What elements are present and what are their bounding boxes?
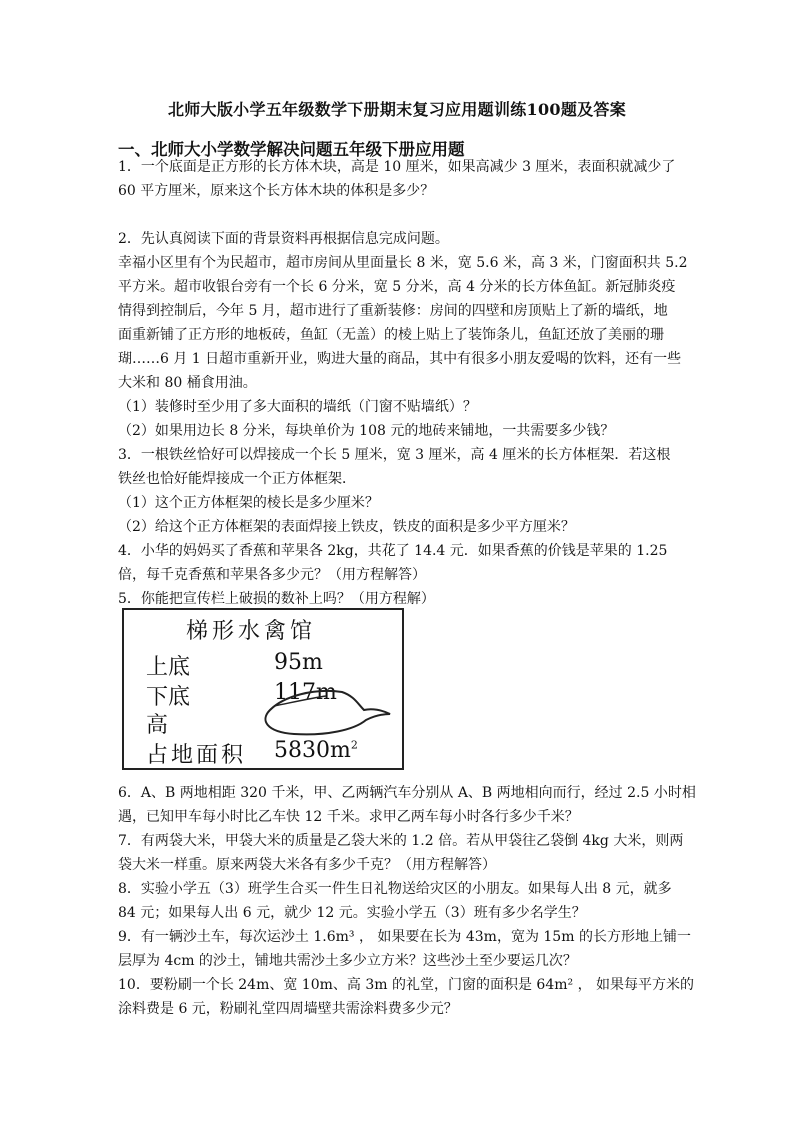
problem-8-line-1: 8．实验小学五（3）班学生合买一件生日礼物送给灾区的小朋友。如果每人出 8 元，就多	[118, 881, 672, 897]
problem-2-line-1: 2．先认真阅读下面的背景资料再根据信息完成问题。	[118, 231, 449, 247]
problem-5-line-1: 5．你能把宣传栏上破损的数补上吗？（用方程解）	[118, 591, 435, 607]
bulletin-board-figure	[122, 608, 404, 770]
figure-label-area: 占地面积	[146, 743, 247, 768]
problem-1-line-1: 1．一个底面是正方形的长方体木块，高是 10 厘米，如果高减少 3 厘米，表面积就减少了	[118, 159, 676, 175]
figure-value-area: $5830m^2$	[274, 738, 358, 763]
figure-label-top-base: 上底	[146, 655, 191, 680]
problem-3-question-2: （2）给这个正方体框架的表面焊接上铁皮，铁皮的面积是多少平方厘米？	[118, 519, 575, 535]
problem-3-line-1: 3．一根铁丝恰好可以焊接成一个长 5 厘米，宽 3 厘米，高 4 厘米的长方体框架．若这根	[118, 447, 671, 463]
figure-value-top-base: 95m	[274, 650, 323, 675]
problem-10-line-2: 涂料费是 6 元，粉刷礼堂四周墙壁共需涂料费多少元？	[118, 1001, 458, 1017]
problem-7-line-1: 7．有两袋大米，甲袋大米的质量是乙袋大米的 1.2 倍。若从甲袋往乙袋倒 4kg 大米，则两	[118, 833, 684, 849]
torn-damage-icon	[254, 684, 394, 742]
problem-4-line-2: 倍，每千克香蕉和苹果各多少元？（用方程解答）	[118, 567, 426, 583]
problem-1-line-2: 60 平方厘米，原来这个长方体木块的体积是多少？	[118, 183, 435, 199]
problem-3-question-1: （1）这个正方体框架的棱长是多少厘米？	[118, 495, 379, 511]
page-title: 北师大版小学五年级数学下册期末复习应用题训练100题及答案	[167, 100, 627, 119]
figure-label-height: 高	[146, 713, 169, 738]
problem-2-line-7: 大米和 80 桶食用油。	[118, 375, 257, 391]
problem-3-line-2: 铁丝也恰好能焊接成一个正方体框架．	[118, 471, 356, 487]
problem-10-line-1: 10．要粉刷一个长 24m、宽 10m、高 3m 的礼堂，门窗的面积是 64m² ， 如果每平方米的	[118, 977, 695, 993]
problem-9-line-2: 层厚为 4cm 的沙土，铺地共需沙土多少立方米？这些沙土至少要运几次？	[118, 953, 577, 969]
figure-value-bottom-base: 117m	[274, 680, 337, 705]
problem-2-question-1: （1）装修时至少用了多大面积的墙纸（门窗不贴墙纸）？	[118, 399, 477, 415]
problem-2-question-2: （2）如果用边长 8 分米，每块单价为 108 元的地砖来铺地，一共需要多少钱？	[118, 423, 615, 439]
problem-2-line-5: 面重新铺了正方形的地板砖，鱼缸（无盖）的棱上贴上了装饰条儿，鱼缸还放了美丽的珊	[118, 327, 664, 343]
section-heading: 一、北师大小学数学解决问题五年级下册应用题	[118, 140, 465, 159]
problem-8-line-2: 84 元；如果每人出 6 元，就少 12 元。实验小学五（3）班有多少名学生？	[118, 905, 586, 921]
problem-2-line-3: 平方米。超市收银台旁有一个长 6 分米，宽 5 分米，高 4 分米的长方体鱼缸。新冠肺炎疫	[118, 279, 676, 295]
problem-2-line-4: 情得到控制后，今年 5 月，超市进行了重新装修：房间的四壁和房顶贴上了新的墙纸，地	[118, 303, 668, 319]
problem-6-line-2: 遇，已知甲车每小时比乙车快 12 千米。求甲乙两车每小时各行多少千米？	[118, 809, 579, 825]
figure-area-exponent: 2	[350, 738, 358, 752]
problem-2-line-6: 瑚……6 月 1 日超市重新开业，购进大量的商品，其中有很多小朋友爱喝的饮料，还有一些	[118, 351, 682, 367]
problem-9-line-1: 9．有一辆沙土车，每次运沙土 1.6m³ ， 如果要在长为 43m，宽为 15m 的长方形地上铺一	[118, 929, 691, 945]
problem-2-line-2: 幸福小区里有个为民超市，超市房间从里面量长 8 米，宽 5.6 米，高 3 米，门窗面积共 5.2	[118, 255, 688, 271]
problem-4-line-1: 4．小华的妈妈买了香蕉和苹果各 2kg，共花了 14.4 元．如果香蕉的价钱是苹果的 1.25	[118, 543, 668, 559]
figure-label-bottom-base: 下底	[146, 685, 191, 710]
figure-heading: 梯形水禽馆	[186, 619, 317, 644]
problem-6-line-1: 6．A、B 两地相距 320 千米，甲、乙两辆汽车分别从 A、B 两地相向而行，经过 2.5 小时相	[118, 785, 696, 801]
problem-7-line-2: 袋大米一样重。原来两袋大米各有多少千克？（用方程解答）	[118, 857, 496, 873]
